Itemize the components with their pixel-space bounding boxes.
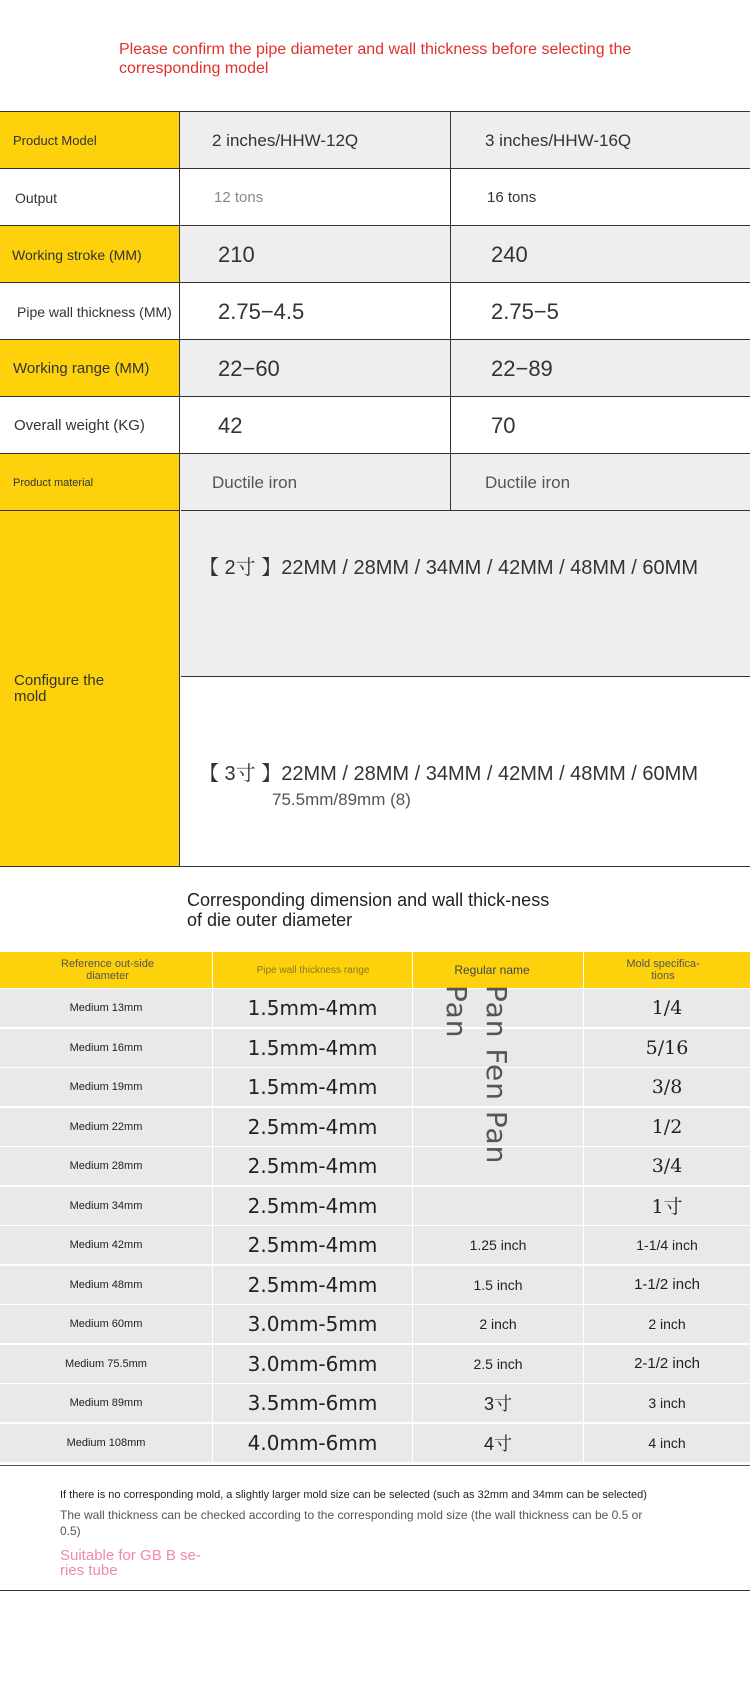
cell-wall-thickness: 2.5mm-4mm	[247, 1233, 378, 1257]
cell-outside-diameter: Medium 108mm	[66, 1436, 146, 1449]
spec-table-bottom-border	[0, 866, 750, 867]
spec-value-3-inch: 22−89	[491, 355, 553, 381]
note-line-2: The wall thickness can be checked according to the corresponding mold size (the wall thickness can be 0.5 or 0.5)	[60, 1508, 643, 1538]
spec-value-3-inch: 240	[491, 241, 528, 267]
cell-regular-name: 2 inch	[479, 1316, 517, 1332]
cell-regular-name: 3寸	[483, 1394, 512, 1414]
table-row	[0, 1147, 750, 1186]
table-row	[0, 1424, 750, 1463]
cell-mold-spec: 2-1/2 inch	[634, 1355, 700, 1372]
cell-wall-thickness: 3.0mm-6mm	[247, 1351, 378, 1376]
spec-value-2-inch: 12 tons	[181, 169, 451, 226]
cell-wall-thickness: 2.5mm-4mm	[247, 1193, 378, 1218]
cell-outside-diameter: Medium 22mm	[69, 1120, 143, 1133]
table-row	[0, 1345, 750, 1384]
column-divider	[583, 952, 584, 1462]
cell-wall-thickness: 2.5mm-4mm	[247, 1272, 378, 1297]
spec-row	[0, 111, 750, 169]
cell-mold-spec: 3/8	[651, 1076, 683, 1098]
cell-wall-thickness: 1.5mm-4mm	[247, 1035, 378, 1060]
spec-value-3-inch: 70	[491, 412, 516, 438]
cell-mold-spec: 1寸	[651, 1196, 683, 1218]
note-line-1: If there is no corresponding mold, a slightly larger mold size can be selected (such as 32mm and 34mm can be selected)	[60, 1489, 647, 1501]
spec-row	[0, 396, 750, 454]
spec-label: Working range (MM)	[0, 340, 180, 397]
mold-three-inch-text: 【 3寸 】22MM / 28MM / 34MM / 42MM / 48MM / 60MM	[199, 763, 698, 785]
cell-wall-thickness: 1.5mm-4mm	[247, 1075, 378, 1099]
note-line-3: Suitable for GB B se-ries tube	[60, 1547, 201, 1579]
spec-row	[0, 168, 750, 226]
spec-value-2-inch: 22−60	[181, 340, 451, 397]
cell-mold-spec: 1-1/2 inch	[634, 1276, 700, 1293]
cell-mold-spec: 1-1/4 inch	[636, 1237, 698, 1253]
dimension-subtitle: Corresponding dimension and wall thick-ness of die outer diameter	[187, 890, 550, 930]
cell-mold-spec: 4 inch	[648, 1434, 686, 1451]
cell-mold-spec: 2 inch	[648, 1316, 686, 1332]
spec-value-3-inch: 2.75−5	[491, 298, 559, 324]
cell-outside-diameter: Medium 19mm	[69, 1081, 143, 1093]
mold-three-inch-cell	[181, 676, 750, 867]
cell-wall-thickness: 3.0mm-5mm	[247, 1312, 378, 1336]
cell-outside-diameter: Medium 34mm	[69, 1199, 143, 1212]
cell-outside-diameter: Medium 60mm	[69, 1318, 143, 1330]
cell-mold-spec: 5/16	[645, 1036, 689, 1059]
cell-outside-diameter: Medium 42mm	[69, 1239, 143, 1251]
table-row	[0, 1305, 750, 1344]
spec-value-3-inch: Ductile iron	[485, 472, 571, 492]
table-row	[0, 1226, 750, 1265]
cell-mold-spec: 1/4	[651, 997, 683, 1019]
spec-value-2-inch: 2.75−4.5	[181, 283, 451, 340]
spec-row	[0, 339, 750, 397]
cell-regular-name: 1.5 inch	[473, 1276, 523, 1293]
cell-outside-diameter: Medium 16mm	[69, 1041, 143, 1054]
header-wall-thickness: Pipe wall thickness range	[256, 964, 370, 976]
cell-outside-diameter: Medium 89mm	[69, 1397, 143, 1409]
spec-value-2-inch: Ductile iron	[181, 454, 451, 511]
spec-row	[0, 453, 750, 511]
cell-regular-name: 1.25 inch	[469, 1237, 527, 1253]
table-row	[0, 1029, 750, 1068]
mold-label: Configure the mold	[14, 672, 105, 705]
cell-regular-name: 2.5 inch	[473, 1355, 523, 1372]
table-row	[0, 989, 750, 1028]
spec-value-2-inch: 210	[181, 226, 451, 283]
cell-wall-thickness: 3.5mm-6mm	[247, 1391, 378, 1415]
spec-value-2-inch: 2 inches/HHW-12Q	[181, 112, 451, 169]
header-regular-name: Regular name	[454, 963, 530, 977]
warning-text: Please confirm the pipe diameter and wall thickness before selecting the corresponding model	[119, 41, 632, 77]
spec-label: Working stroke (MM)	[0, 226, 180, 283]
table-row	[0, 1266, 750, 1305]
dimension-table-bottom-border	[0, 1465, 750, 1466]
spec-label: Overall weight (KG)	[0, 397, 180, 454]
cell-wall-thickness: 4.0mm-6mm	[247, 1430, 378, 1455]
table-row	[0, 1108, 750, 1147]
dimension-table-header	[0, 952, 750, 988]
cell-wall-thickness: 1.5mm-4mm	[247, 996, 378, 1020]
column-divider	[412, 952, 413, 1462]
spec-value-3-inch: 3 inches/HHW-16Q	[485, 130, 632, 150]
spec-label: Pipe wall thickness (MM)	[0, 283, 180, 340]
cell-outside-diameter: Medium 48mm	[69, 1278, 143, 1291]
mold-two-inch-text: 【 2寸 】22MM / 28MM / 34MM / 42MM / 48MM / 60MM	[199, 557, 698, 579]
footer-divider	[0, 1590, 750, 1591]
spec-label: Product material	[0, 454, 180, 511]
table-row	[0, 1068, 750, 1107]
cell-regular-name: 4寸	[483, 1433, 512, 1454]
cell-wall-thickness: 2.5mm-4mm	[247, 1154, 378, 1178]
header-outside-diameter: Reference out-side diameter	[61, 958, 154, 982]
mold-two-inch-cell	[181, 510, 750, 677]
header-mold-spec: Mold specifica-tions	[626, 958, 700, 982]
cell-wall-thickness: 2.5mm-4mm	[247, 1114, 378, 1139]
spec-value-2-inch: 42	[181, 397, 451, 454]
cell-mold-spec: 1/2	[651, 1115, 683, 1138]
cell-outside-diameter: Medium 28mm	[69, 1160, 143, 1172]
table-row	[0, 1384, 750, 1423]
spec-label: Output	[0, 169, 180, 226]
spec-value-3-inch: 16 tons	[487, 189, 537, 206]
cell-outside-diameter: Medium 75.5mm	[65, 1357, 147, 1370]
spec-row	[0, 282, 750, 340]
cell-mold-spec: 3/4	[651, 1155, 683, 1177]
spec-row	[0, 225, 750, 283]
mold-three-inch-extra: 75.5mm/89mm (8)	[272, 790, 411, 809]
table-row	[0, 1187, 750, 1226]
vertical-watermark-text: Pan Fen Pan Pan	[440, 985, 513, 1165]
cell-mold-spec: 3 inch	[648, 1395, 686, 1411]
spec-label: Product Model	[0, 112, 180, 169]
column-divider	[212, 952, 213, 1462]
mold-label-cell	[0, 510, 180, 866]
cell-outside-diameter: Medium 13mm	[69, 1002, 143, 1014]
